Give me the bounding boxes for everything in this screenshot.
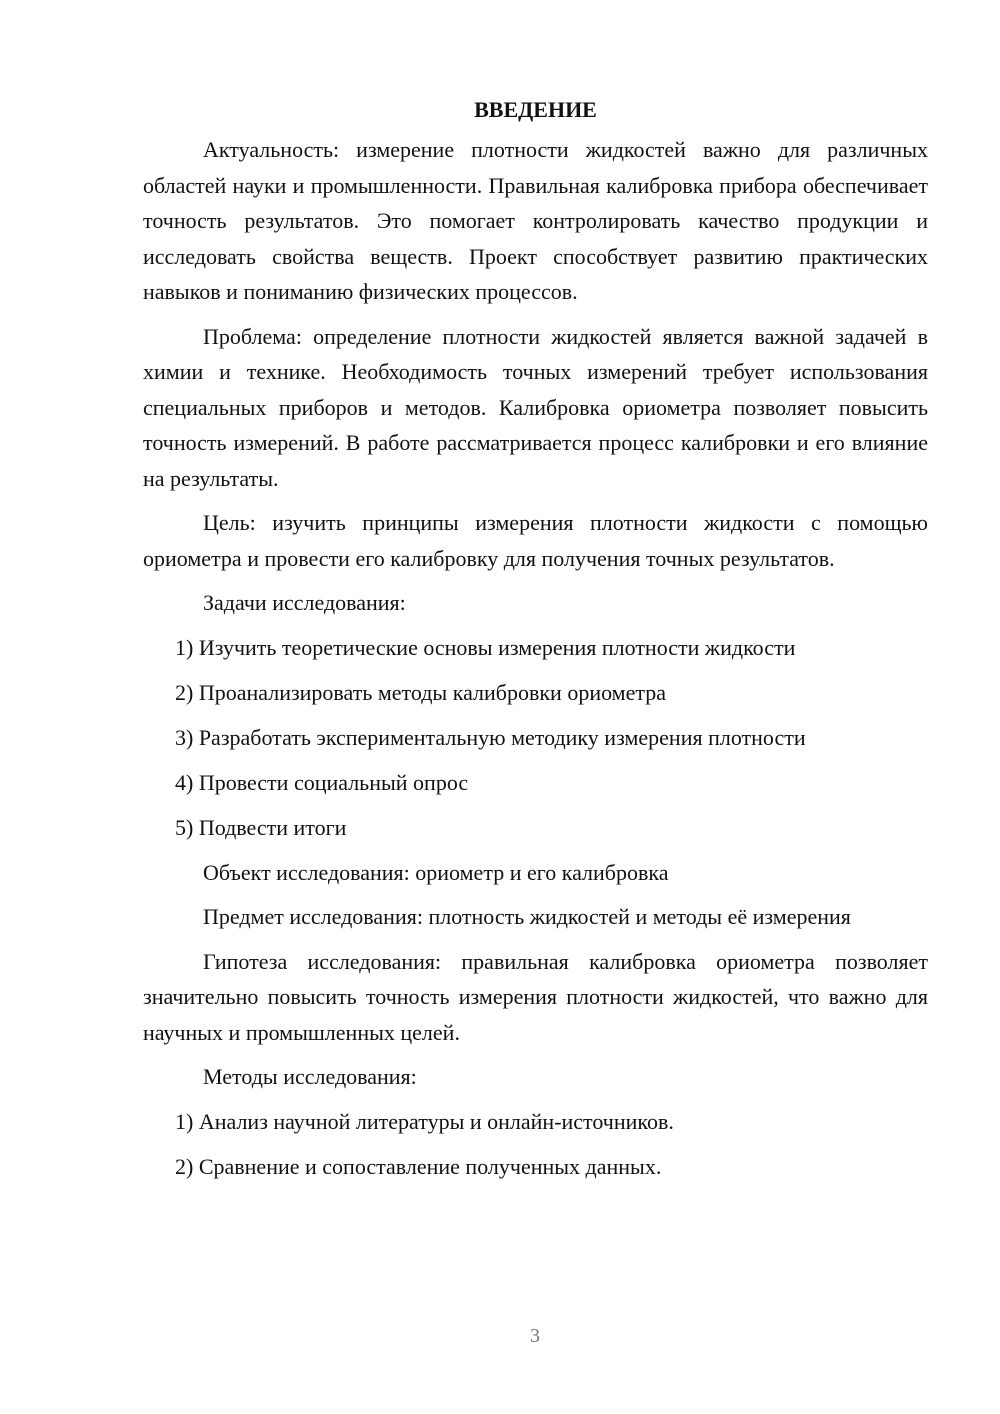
list-item: 1) Анализ научной литературы и онлайн-источников. <box>175 1108 674 1134</box>
list-item: 3) Разработать экспериментальную методику измерения плотности <box>175 724 806 750</box>
list-item: 5) Подвести итоги <box>175 814 347 840</box>
list-item: 2) Проанализировать методы калибровки ориометра <box>175 679 667 705</box>
object-paragraph: Объект исследования: ориометр и его калибровка <box>203 859 669 885</box>
page-title: ВВЕДЕНИЕ <box>474 97 597 122</box>
hypothesis-paragraph: Гипотеза исследования: правильная калибровка ориометра позволяет значительно повысить точность измерения плотности жидкостей, что важно для научных и промышленных целей. <box>143 948 928 1045</box>
page-number: 3 <box>530 1325 540 1347</box>
list-item: 1) Изучить теоретические основы измерения плотности жидкости <box>175 634 796 660</box>
tasks-list <box>143 630 928 846</box>
subject-paragraph: Предмет исследования: плотность жидкостей и методы её измерения <box>203 904 851 929</box>
methods-list <box>143 1104 928 1185</box>
list-item: 2) Сравнение и сопоставление полученных данных. <box>175 1153 662 1179</box>
list-item: 4) Провести социальный опрос <box>175 769 469 795</box>
document-page <box>143 92 928 1194</box>
relevance-paragraph: Актуальность: измерение плотности жидкостей важно для различных областей науки и промышленности. Правильная калибровка прибора обеспечивает точность результатов. Это помогает контролировать качество продукции и исследовать свойства веществ. Проект способствует развитию практических навыков и пониманию физических процессов. <box>143 137 928 304</box>
methods-label: Методы исследования: <box>203 1064 417 1089</box>
problem-paragraph: Проблема: определение плотности жидкостей является важной задачей в химии и технике. Необходимость точных измерений требует использования специальных приборов и методов. Калибровка ориометра позволяет повысить точность измерений. В работе рассматривается процесс калибровки и его влияние на результаты. <box>143 323 928 491</box>
tasks-label: Задачи исследования: <box>203 590 406 615</box>
goal-paragraph: Цель: изучить принципы измерения плотности жидкости с помощью ориометра и провести его калибровку для получения точных результатов. <box>143 510 928 571</box>
